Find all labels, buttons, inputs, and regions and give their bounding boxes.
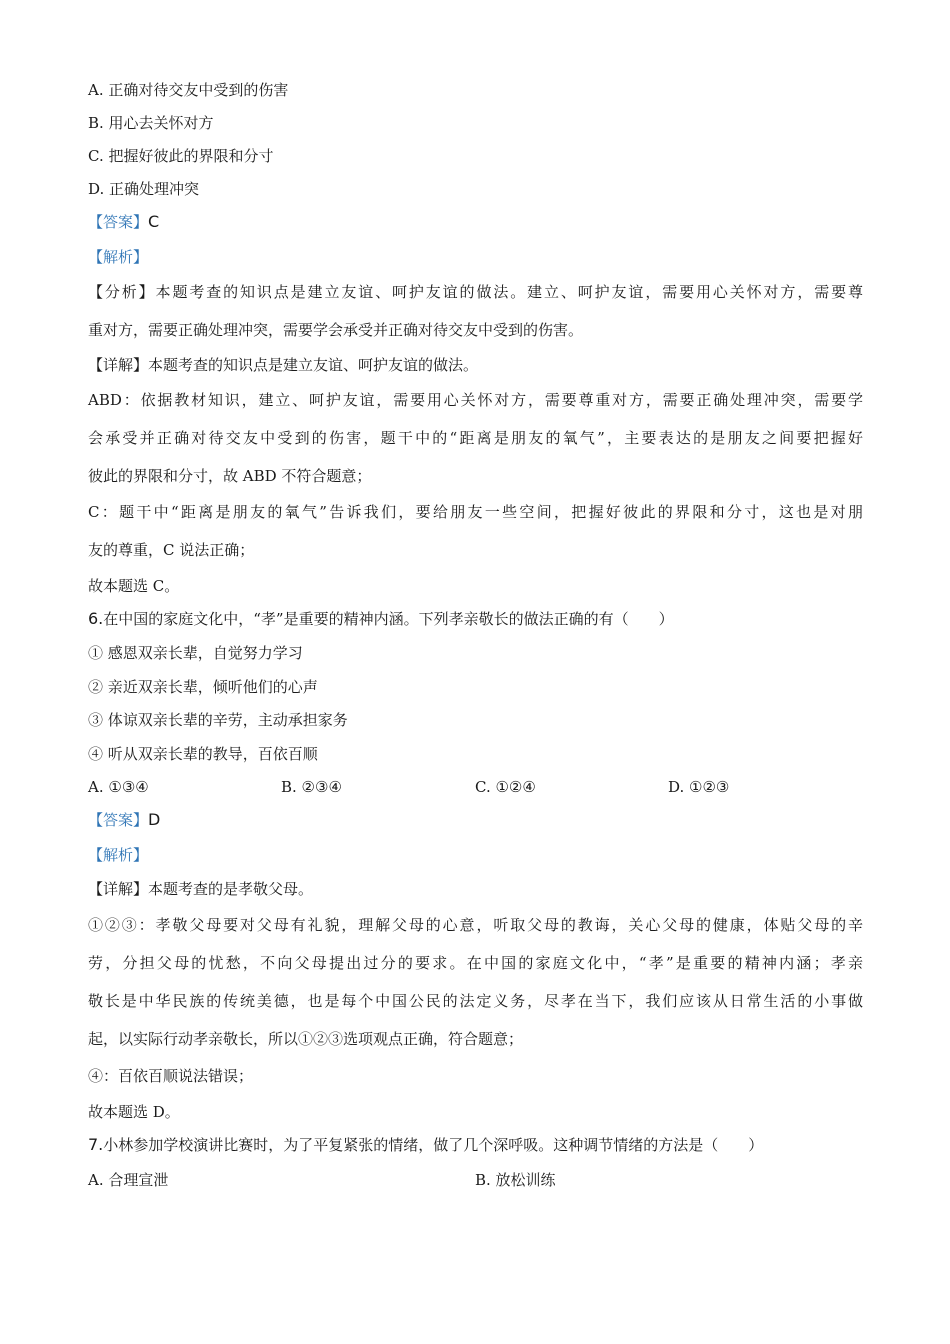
q7-stem [88, 1135, 763, 1155]
q5-c-line-1: C：题干中“距离是朋友的氧气”告诉我们，要给朋友一些空间，把握好彼此的界限和分寸，这也是对朋 [88, 503, 863, 521]
q6-exp-line-1: ①②③：孝敬父母要对父母有礼貌，理解父母的心意，听取父母的教诲，关心父母的健康，体贴父母的辛 [88, 916, 863, 934]
q5-xiangjie: 【详解】本题考查的知识点是建立友谊、呵护友谊的做法。 [88, 356, 479, 374]
q6-xiangjie: 【详解】本题考查的是孝敬父母。 [88, 880, 314, 898]
q6-option-d: D. ①②③ [668, 778, 730, 796]
q5-abd-line-1: ABD：依据教材知识，建立、呵护友谊，需要用心关怀对方，需要尊重对方，需要正确处理冲突，需要学 [88, 391, 863, 409]
q7-option-b: B. 放松训练 [475, 1171, 556, 1189]
q5-abd-line-2: 会承受并正确对待交友中受到的伤害，题干中的“距离是朋友的氧气”，主要表达的是朋友之间要把握好 [88, 429, 863, 447]
q5-option-c: C. 把握好彼此的界限和分寸 [88, 147, 274, 165]
q6-item-3: ③ 体谅双亲长辈的辛劳，主动承担家务 [88, 711, 348, 729]
q5-option-d: D. 正确处理冲突 [88, 180, 200, 198]
q6-option-c: C. ①②④ [475, 778, 536, 796]
answer-value: D [148, 810, 161, 829]
q6-item-4: ④ 听从双亲长辈的教导，百依百顺 [88, 745, 318, 763]
q5-conclusion: 故本题选 C。 [88, 577, 180, 595]
q6-answer [88, 810, 160, 830]
q5-fenxi-line-1: 【分析】本题考查的知识点是建立友谊、呵护友谊的做法。建立、呵护友谊，需要用心关怀对方，需要尊 [88, 283, 863, 301]
q6-item4-line: ④：百依百顺说法错误； [88, 1067, 254, 1085]
q7-stem-text: 小林参加学校演讲比赛时，为了平复紧张的情绪，做了几个深呼吸。这种调节情绪的方法是（ ） [103, 1136, 764, 1154]
q6-option-a: A. ①③④ [88, 778, 149, 796]
q5-option-b: B. 用心去关怀对方 [88, 114, 214, 132]
q7-number: 7. [88, 1135, 104, 1154]
q6-analysis-tag: 【解析】 [88, 846, 149, 864]
q5-abd-line-3: 彼此的界限和分寸，故 ABD 不符合题意； [88, 467, 372, 485]
q6-item-2: ② 亲近双亲长辈，倾听他们的心声 [88, 678, 318, 696]
q5-analysis-tag: 【解析】 [88, 248, 149, 266]
answer-tag: 【答案】 [88, 213, 149, 231]
q6-item-1: ① 感恩双亲长辈，自觉努力学习 [88, 644, 303, 662]
q5-option-a: A. 正确对待交友中受到的伤害 [88, 81, 289, 99]
answer-value: C [148, 212, 160, 231]
q6-exp-line-4: 起，以实际行动孝亲敬长，所以①②③选项观点正确，符合题意； [88, 1030, 524, 1048]
q6-option-b: B. ②③④ [281, 778, 342, 796]
q6-stem-text: 在中国的家庭文化中，“孝”是重要的精神内涵。下列孝亲敬长的做法正确的有（ ） [103, 610, 674, 628]
q6-stem [88, 609, 674, 629]
q7-option-a: A. 合理宣泄 [88, 1171, 169, 1189]
answer-tag: 【答案】 [88, 811, 149, 829]
q5-answer [88, 212, 159, 232]
q5-c-line-2: 友的尊重，C 说法正确； [88, 541, 255, 559]
q6-conclusion: 故本题选 D。 [88, 1103, 180, 1121]
q6-number: 6. [88, 609, 104, 628]
q5-fenxi-line-2: 重对方，需要正确处理冲突，需要学会承受并正确对待交友中受到的伤害。 [88, 321, 584, 339]
q6-exp-line-3: 敬长是中华民族的传统美德，也是每个中国公民的法定义务，尽孝在当下，我们应该从日常生活的小事做 [88, 992, 863, 1010]
q6-exp-line-2: 劳，分担父母的忧愁，不向父母提出过分的要求。在中国的家庭文化中，“孝”是重要的精神内涵；孝亲 [88, 954, 863, 972]
